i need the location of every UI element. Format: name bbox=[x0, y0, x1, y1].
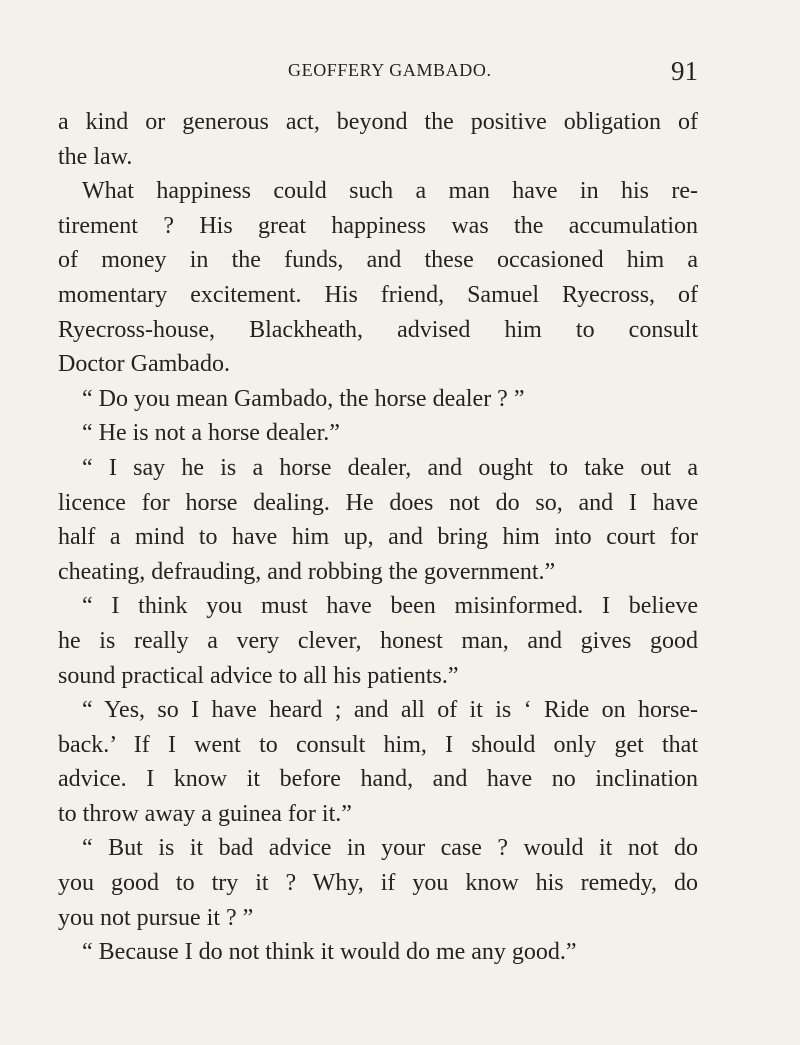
text-line: back.’ If I went to consult him, I should only get that bbox=[58, 731, 698, 758]
text-line: “ He is not a horse dealer.” bbox=[82, 420, 340, 447]
text-line: Doctor Gambado. bbox=[58, 351, 230, 378]
body-text bbox=[58, 105, 698, 970]
text-line: tirement ? His great happiness was the accumulation bbox=[58, 212, 698, 239]
running-header bbox=[0, 58, 800, 88]
text-line: he is really a very clever, honest man, and gives good bbox=[58, 627, 698, 654]
text-line: licence for horse dealing. He does not do so, and I have bbox=[58, 489, 698, 516]
text-line: “ But is it bad advice in your case ? would it not do bbox=[82, 835, 698, 862]
text-line: the law. bbox=[58, 143, 133, 170]
text-line: What happiness could such a man have in his re- bbox=[82, 178, 698, 205]
text-line: “ Yes, so I have heard ; and all of it is ‘ Ride on horse- bbox=[82, 697, 698, 724]
text-line: of money in the funds, and these occasioned him a bbox=[58, 247, 698, 274]
text-line: a kind or generous act, beyond the positive obligation of bbox=[58, 109, 698, 135]
running-title: GEOFFERY GAMBADO. bbox=[288, 60, 492, 80]
text-line: “ Because I do not think it would do me any good.” bbox=[82, 939, 577, 966]
text-line: “ I say he is a horse dealer, and ought to take out a bbox=[82, 454, 698, 481]
text-line: sound practical advice to all his patients.” bbox=[58, 662, 459, 689]
text-line: momentary excitement. His friend, Samuel Ryecross, of bbox=[58, 281, 698, 308]
text-line: to throw away a guinea for it.” bbox=[58, 800, 352, 827]
text-line: half a mind to have him up, and bring him into court for bbox=[58, 524, 698, 551]
text-line: “ I think you must have been misinformed. I believe bbox=[82, 593, 698, 620]
text-line: you good to try it ? Why, if you know his remedy, do bbox=[58, 870, 698, 897]
text-line: you not pursue it ? ” bbox=[58, 904, 254, 931]
text-line: advice. I know it before hand, and have no inclination bbox=[58, 766, 698, 793]
text-line: Ryecross-house, Blackheath, advised him to consult bbox=[58, 316, 698, 343]
text-line: cheating, defrauding, and robbing the government.” bbox=[58, 558, 556, 585]
page-number: 91 bbox=[671, 56, 698, 86]
text-line: “ Do you mean Gambado, the horse dealer ? ” bbox=[82, 385, 525, 412]
